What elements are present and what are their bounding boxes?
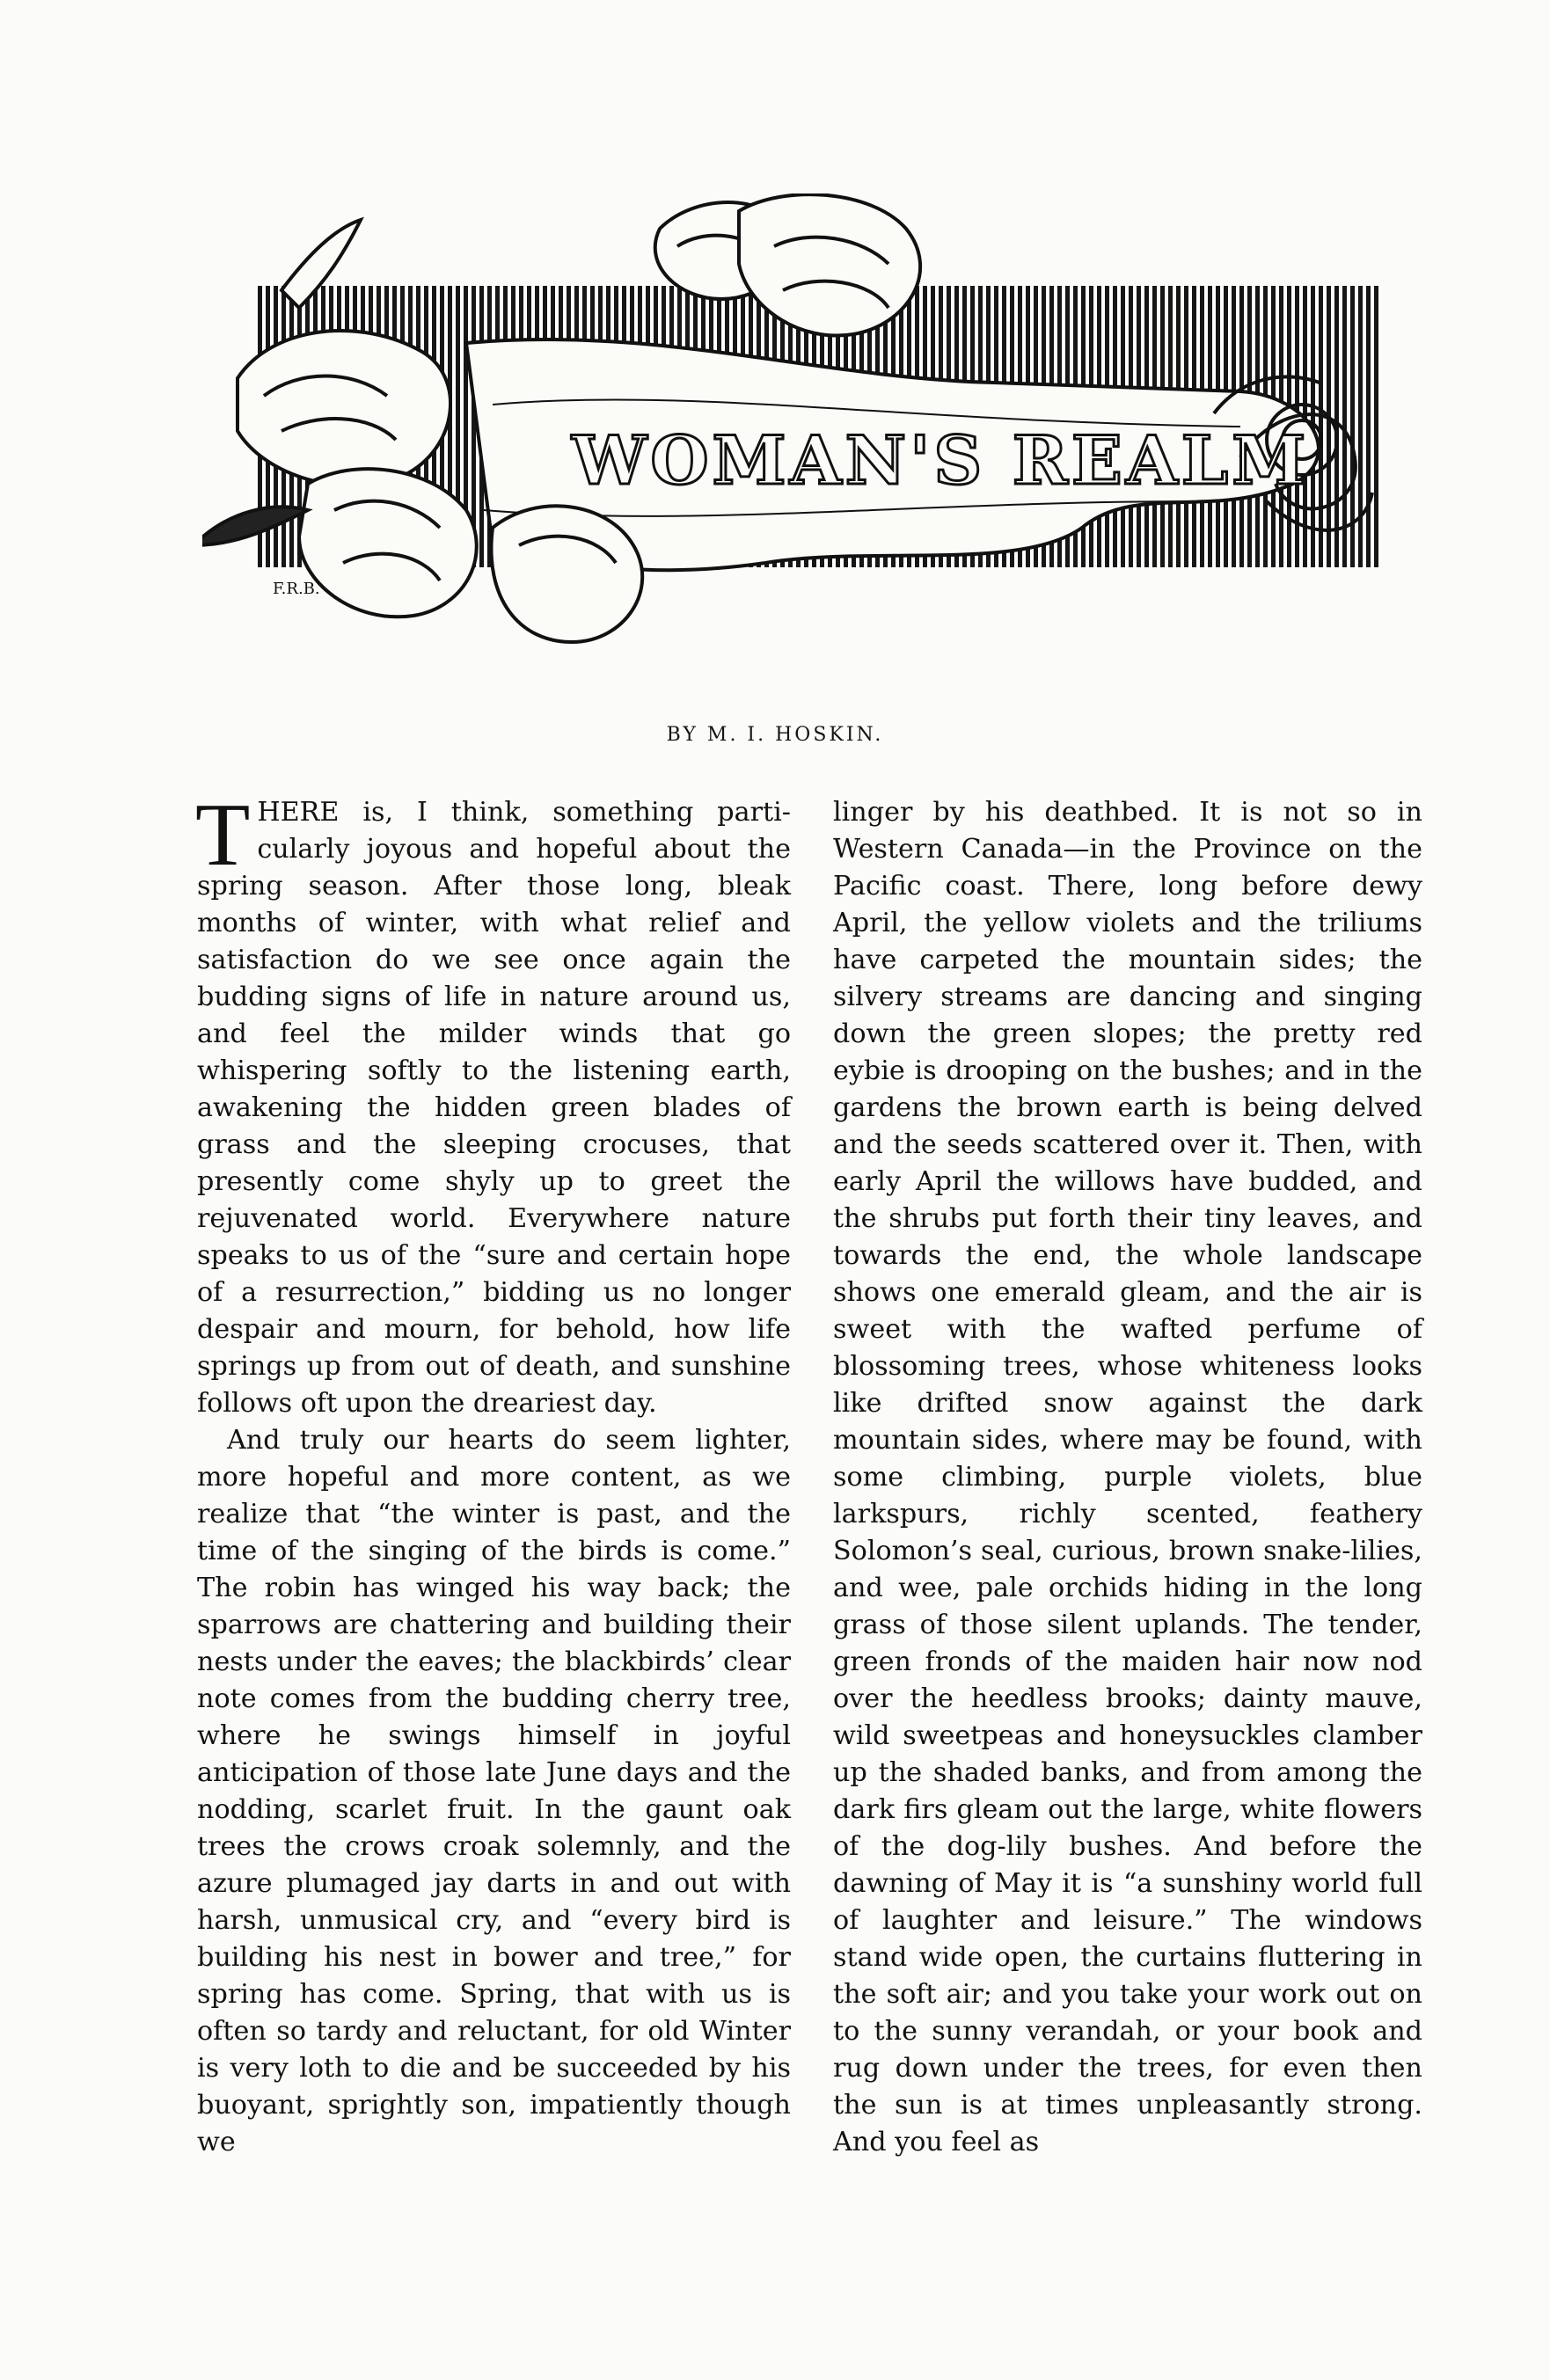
paragraph-1 — [195, 785, 791, 1422]
article-column-left — [195, 785, 791, 2161]
artist-signature: F.R.B. — [273, 580, 320, 598]
byline: BY M. I. HOSKIN. — [666, 724, 884, 746]
drop-cap: T — [195, 785, 251, 885]
article-column-right — [833, 794, 1422, 2161]
banner-title: WOMAN'S REALM — [572, 421, 1310, 500]
paragraph-2: And truly our hearts do seem lighter, more hopeful and more content, as we realize that “the winter is past, and the time of the singing of the birds is come.” The robin has winged his way back; the sparrows are chattering and building their nests under the eaves; the blackbirds’ clear note comes from the budding cherry tree, where he swings himself in joyful anticipation of those late June days and the nodding, scarlet fruit. In the gaunt oak trees the crows croak solemnly, and the azure plumaged jay darts in and out with harsh, unmusical cry, and “every bird is building his nest in bower and tree,” for spring has come. Spring, that with us is often so tardy and reluctant, for old Winter is very loth to die and be succeeded by his buoyant, sprightly son, impatiently though we — [197, 1425, 791, 2157]
paragraph-1-text: HERE is, I think, something particularly joyous and hopeful about the spring season. After those long, bleak months of winter, with what relief and satisfaction do we see once again the budding signs of life in nature around us, and feel the milder winds that go whispering softly to the listening earth, awakening the hidden green blades of grass and the sleeping crocuses, that presently come shyly up to greet the rejuvenated world. Everywhere nature speaks to us of the “sure and certain hope of a resurrection,” bidding us no longer despair and mourn, for behold, how life springs up from out of death, and sunshine follows oft upon the dreariest day. — [197, 797, 791, 1419]
header-banner — [202, 193, 1390, 686]
paragraph-3: linger by his deathbed. It is not so in Western Canada—in the Province on the Pacific coast. There, long before dewy April, the yellow violets and the triliums have carpeted the mountain sides; the silvery streams are dancing and singing down the green slopes; the pretty red eybie is drooping on the bushes; and in the gardens the brown earth is being delved and the seeds scattered over it. Then, with early April the willows have budded, and the shrubs put forth their tiny leaves, and towards the end, the whole landscape shows one emerald gleam, and the air is sweet with the wafted perfume of blossoming trees, whose whiteness looks like drifted snow against the dark mountain sides, where may be found, with some climbing, purple violets, blue larkspurs, richly scented, feathery Solomon’s seal, curious, brown snake-lilies, and wee, pale orchids hiding in the long grass of those silent uplands. The tender, green fronds of the maiden hair now nod over the heedless brooks; dainty mauve, wild sweetpeas and honeysuckles clamber up the shaded banks, and from among the dark firs gleam out the large, white flowers of the dog-lily bushes. And before the dawning of May it is “a sunshiny world full of laughter and leisure.” The windows stand wide open, the curtains fluttering in the soft air; and you take your work out on to the sunny verandah, or your book and rug down under the trees, for even then the sun is at times unpleasantly strong. And you feel as — [833, 797, 1422, 2157]
